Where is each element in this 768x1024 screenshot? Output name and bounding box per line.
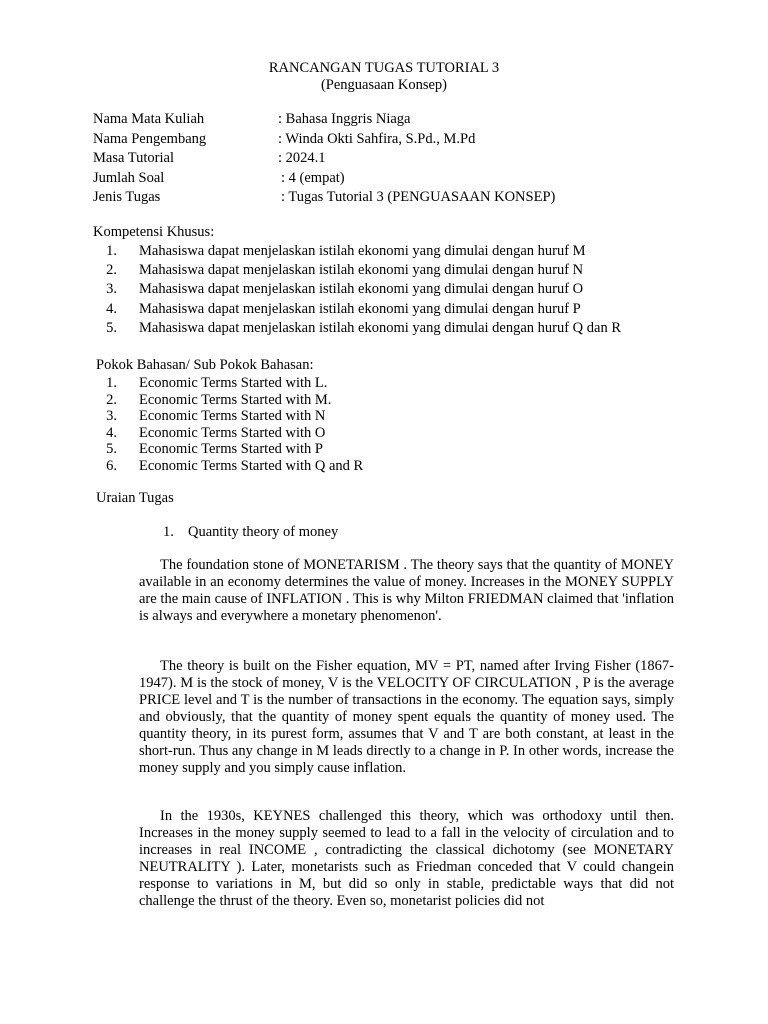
list-text: Economic Terms Started with O [139, 424, 326, 441]
info-row-question-count [93, 169, 713, 189]
topics-section [96, 356, 696, 474]
list-text: Economic Terms Started with Q and R [139, 457, 364, 474]
list-text: Mahasiswa dapat menjelaskan istilah ekonomi yang dimulai dengan huruf M [139, 243, 586, 259]
list-item [93, 280, 693, 299]
list-number: 5. [106, 441, 117, 457]
document-title: RANCANGAN TUGAS TUTORIAL 3 [268, 60, 500, 76]
info-row-tutorial-period [93, 149, 713, 169]
competency-heading: Kompetensi Khusus: [93, 224, 215, 240]
list-item [96, 408, 696, 425]
info-label: Jumlah Soal [93, 169, 165, 186]
list-number: 2. [106, 262, 117, 279]
list-text: Economic Terms Started with P [139, 441, 323, 457]
competency-section [93, 223, 693, 338]
list-number: 3. [106, 408, 117, 424]
list-number: 4. [106, 300, 117, 317]
paragraph: The foundation stone of MONETARISM . The theory says that the quantity of MONEY available in an economy determines the value of money. Increases in the MONEY SUPPLY are the main cause of INFLATION . This is why Milton FRIEDMAN claimed that 'inflation is always and everywhere a monetary phenomenon'. [139, 557, 674, 624]
list-text: Economic Terms Started with L. [139, 375, 328, 391]
info-value: : Winda Okti Sahfira, S.Pd., M.Pd [278, 130, 476, 147]
list-item [96, 441, 696, 458]
document-subtitle: (Penguasaan Konsep) [320, 77, 448, 93]
list-number: 4. [106, 424, 117, 441]
list-text: Economic Terms Started with M. [139, 391, 332, 408]
title-block [0, 60, 768, 94]
task-title: Quantity theory of money [188, 524, 339, 540]
task-description-heading: Uraian Tugas [96, 490, 174, 506]
info-row-task-type [93, 188, 713, 208]
list-item [96, 425, 696, 442]
info-value: : 4 (empat) [281, 169, 345, 186]
course-info [93, 110, 713, 208]
list-item [96, 375, 696, 392]
paragraph: The theory is built on the Fisher equation, MV = PT, named after Irving Fisher (1867-1947). M is the stock of money, V is the VELOCITY OF CIRCULATION , P is the average PRICE level and T is the number of transactions in the economy. The equation says, simply and obviously, that the quantity of money spent equals the quantity of money used. The quantity theory, in its purest form, assumes that V and T are both constant, at least in the short-run. Thus any change in M leads directly to a change in P. In other words, increase the money supply and you simply cause inflation. [139, 658, 674, 776]
list-number: 3. [106, 281, 117, 298]
list-item [93, 300, 693, 319]
info-row-course [93, 110, 713, 130]
list-text: Mahasiswa dapat menjelaskan istilah ekonomi yang dimulai dengan huruf O [139, 281, 584, 298]
list-number: 2. [106, 391, 117, 408]
list-number: 6. [106, 457, 117, 474]
list-text: Mahasiswa dapat menjelaskan istilah ekonomi yang dimulai dengan huruf P [139, 300, 581, 317]
competency-list [93, 242, 693, 338]
info-value: : Bahasa Inggris Niaga [278, 111, 411, 127]
list-text: Mahasiswa dapat menjelaskan istilah ekonomi yang dimulai dengan huruf N [139, 262, 584, 279]
info-value: : 2024.1 [278, 150, 326, 166]
list-text: Economic Terms Started with N [139, 408, 326, 424]
list-item [96, 458, 696, 475]
task-number: 1. [163, 524, 174, 540]
list-item [93, 242, 693, 261]
info-value: : Tugas Tutorial 3 (PENGUASAAN KONSEP) [281, 189, 556, 205]
list-item [93, 319, 693, 338]
info-label: Nama Pengembang [93, 130, 207, 147]
list-item [93, 261, 693, 280]
info-row-developer [93, 130, 713, 150]
info-label: Nama Mata Kuliah [93, 111, 205, 127]
list-text: Mahasiswa dapat menjelaskan istilah ekonomi yang dimulai dengan huruf Q dan R [139, 319, 622, 336]
topics-list [96, 375, 696, 474]
list-number: 1. [106, 375, 117, 391]
list-number: 1. [106, 243, 117, 259]
info-label: Masa Tutorial [93, 150, 174, 166]
task-item [163, 524, 338, 541]
topics-heading: Pokok Bahasan/ Sub Pokok Bahasan: [96, 357, 314, 373]
list-number: 5. [106, 319, 117, 336]
list-item [96, 392, 696, 409]
paragraph: In the 1930s, KEYNES challenged this theory, which was orthodoxy until then. Increases in the money supply seemed to lead to a fall in the velocity of circulation and to increases in real INCOME , contradicting the classical dichotomy (see MONETARY NEUTRALITY ). Later, monetarists such as Friedman conceded that V could changein response to variations in M, but did so only in stable, predictable ways that did not challenge the thrust of the theory. Even so, monetarist policies did not [139, 808, 674, 909]
info-label: Jenis Tugas [93, 189, 161, 205]
